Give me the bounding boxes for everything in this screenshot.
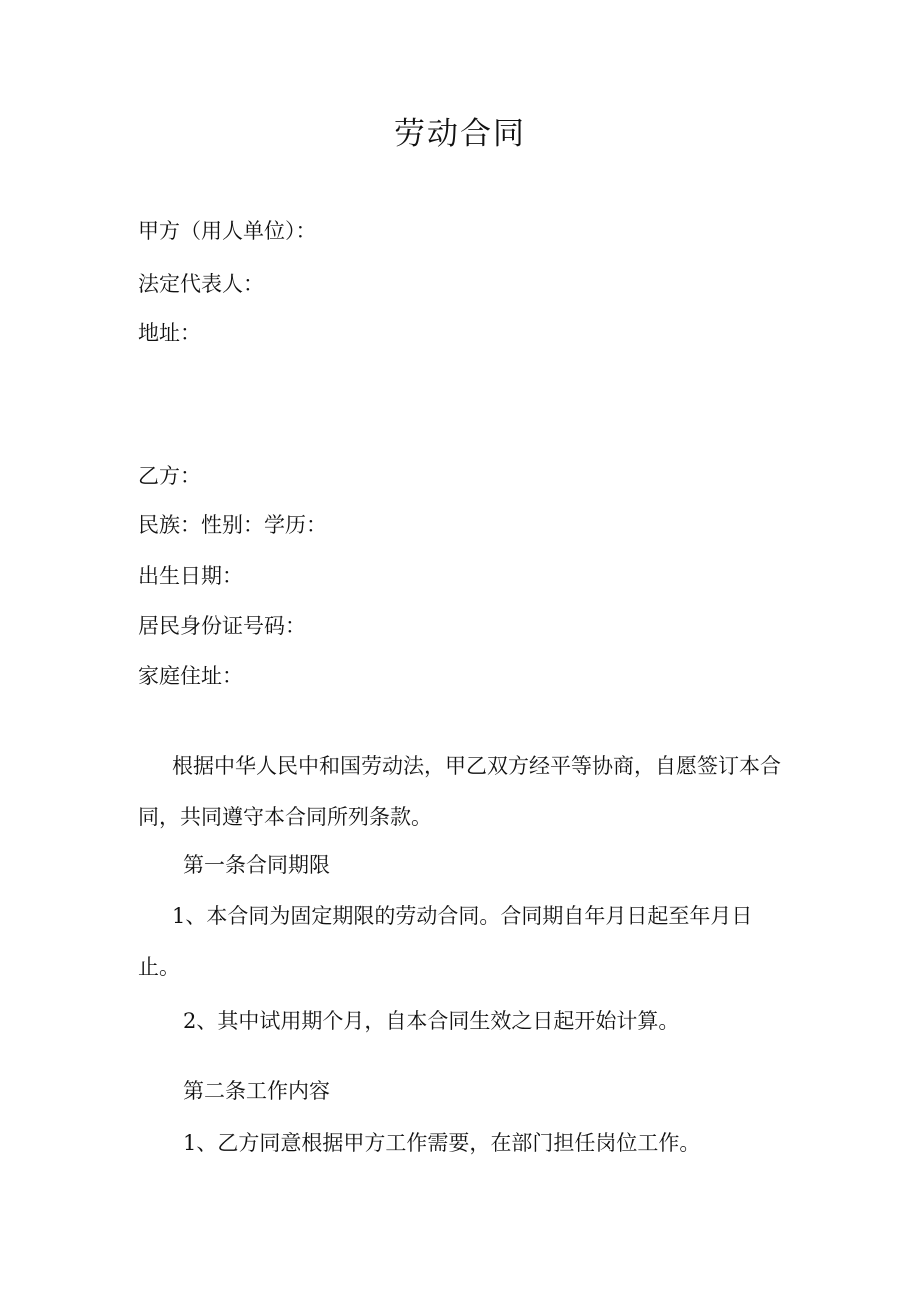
preamble-paragraph: 根据中华人民中和国劳动法，甲乙双方经平等协商，自愿签订本合同，共同遵守本合同所列条款。 [138,754,781,829]
ethnic-gender-education-label: 民族：性别：学历： [138,513,327,537]
home-address-label: 家庭住址： [138,664,243,688]
party-a-label: 甲方（用人单位）： [138,219,317,243]
article-2-heading: 第二条工作内容 [183,1079,330,1103]
document-title: 劳动合同 [394,116,526,152]
article-1-item-1: 1、本合同为固定期限的劳动合同。合同期自年月日起至年月日止。 [138,904,753,979]
article-2-item-1: 1、乙方同意根据甲方工作需要，在部门担任岗位工作。 [183,1131,701,1155]
legal-representative-label: 法定代表人： [138,272,264,296]
id-number-label: 居民身份证号码： [138,614,306,638]
birth-date-label: 出生日期： [138,564,243,588]
party-b-label: 乙方： [138,464,201,488]
article-1-item-2: 2、其中试用期个月，自本合同生效之日起开始计算。 [183,1009,680,1033]
party-a-address-label: 地址： [138,321,201,345]
article-1-heading: 第一条合同期限 [183,853,330,877]
